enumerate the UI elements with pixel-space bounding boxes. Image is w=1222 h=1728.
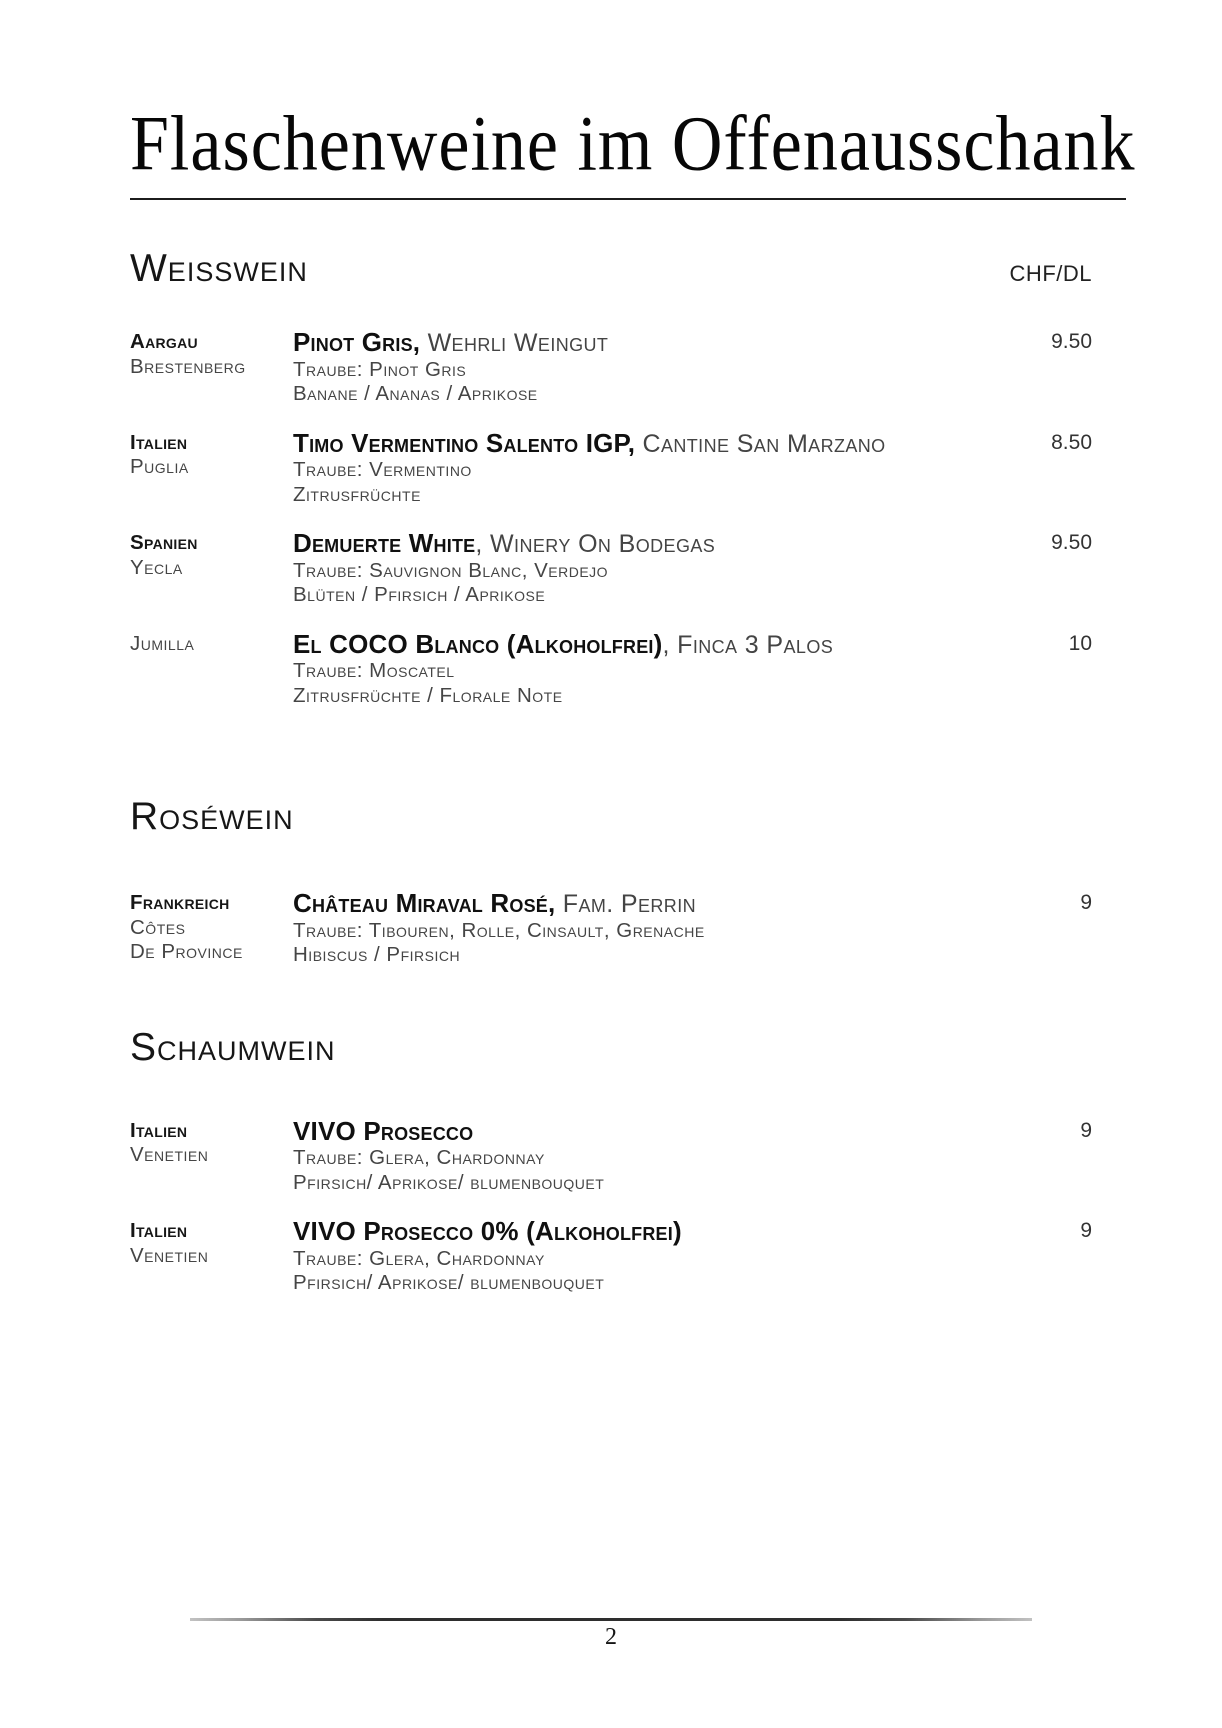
wine-price: 10 [1068,631,1092,655]
section-heading-row [130,1025,1092,1069]
wine-producer: Cantine San Marzano [635,429,886,458]
wine-producer: Fam. Perrin [555,890,697,918]
wine-grapes: Traube: Glera, Chardonnay [293,1146,545,1169]
wine-grapes: Traube: Vermentino [293,458,472,481]
region-line: Italien [130,430,188,454]
wine-list [130,327,1092,708]
wine-details [293,888,1012,968]
wine-details [293,1115,1012,1196]
wine-list [130,1115,1092,1296]
wine-grapes: Traube: Glera, Chardonnay [293,1246,545,1270]
wine-region [130,431,293,508]
wine-details [293,327,1012,407]
wine-entry [130,327,1092,407]
wine-notes: Pfirsich/ Aprikose/ blumenbouquet [293,1271,605,1294]
wine-grapes: Traube: Pinot Gris [293,357,467,381]
wine-entry [130,1115,1092,1196]
wine-name-line [293,528,1012,559]
wine-entry [130,628,1092,709]
region-line: De Province [130,940,243,963]
region-line: Côtes [130,915,186,939]
wine-name-line [293,1115,1012,1147]
wine-entry [130,1216,1092,1296]
wine-price: 9 [1080,891,1092,914]
wine-region [130,1119,293,1196]
region-line: Frankreich [130,891,230,914]
wine-list [130,888,1092,968]
region-line: Yecla [130,555,183,579]
region-line: Venetien [130,1143,209,1166]
wine-name-line [293,327,1012,358]
wine-name: Château Miraval Rosé, [293,888,556,918]
wine-name-line [293,888,1012,919]
region-line: Italien [130,1219,188,1242]
wine-name: VIVO Prosecco [293,1115,474,1146]
wine-name: El COCO Blanco (Alkoholfrei) [293,628,663,659]
wine-producer: , Winery On Bodegas [475,530,716,558]
wine-details [293,528,1012,608]
wine-notes: Zitrusfrüchte / Florale Note [293,683,563,707]
region-line: Brestenberg [130,354,246,378]
wine-name-line [293,628,1012,660]
wine-price: 9.50 [1051,531,1092,554]
wine-grapes: Traube: Tibouren, Rolle, Cinsault, Grenache [293,918,705,942]
region-line: Jumilla [130,631,195,655]
wine-details [293,628,1012,709]
wine-region [130,891,293,968]
wine-name: Timo Vermentino Salento IGP, [293,427,636,458]
wine-price: 9 [1080,1219,1092,1242]
price-unit-label: CHF/DL [1009,261,1092,286]
wine-grapes: Traube: Moscatel [293,659,455,682]
wine-region [130,330,293,407]
section-weisswein [130,249,1092,708]
wine-entry [130,888,1092,968]
wine-notes: Banane / Ananas / Aprikose [293,382,538,405]
region-line: Italien [130,1118,188,1142]
wine-name: Demuerte White [293,528,476,558]
section-rosewein [130,797,1092,968]
footer-rule [190,1618,1032,1621]
region-line: Venetien [130,1243,209,1267]
section-heading: Schaumwein [130,1025,336,1069]
wine-details [293,427,1012,508]
wine-notes: Hibiscus / Pfirsich [293,943,461,966]
wine-notes: Blüten / Pfirsich / Aprikose [293,583,546,606]
wine-grapes: Traube: Sauvignon Blanc, Verdejo [293,558,609,582]
page-title: Flaschenweine im Offenausschank [130,101,1136,188]
wine-name: VIVO Prosecco 0% (Alkoholfrei) [293,1216,682,1246]
section-heading-row [130,797,1092,837]
wine-details [293,1216,1012,1296]
wine-region [130,632,293,709]
wine-price: 8.50 [1051,430,1092,454]
title-rule [130,198,1126,200]
region-line: Aargau [130,330,198,353]
wine-price: 9 [1080,1118,1092,1142]
section-heading: Weisswein [130,247,308,290]
wine-producer: , Finca 3 Palos [662,630,834,659]
page-number: 2 [605,1624,617,1650]
wine-producer: Wehrli Weingut [420,329,609,357]
wine-notes: Zitrusfrüchte [293,482,421,506]
section-heading: Roséwein [130,795,294,838]
section-schaumwein [130,1025,1092,1296]
wine-entry [130,427,1092,508]
wine-region [130,531,293,608]
page-footer [0,1618,1222,1651]
wine-price: 9.50 [1051,330,1092,353]
section-heading-row [130,249,1092,289]
region-line: Spanien [130,531,198,554]
wine-name: Pinot Gris, [293,327,421,357]
wine-entry [130,528,1092,608]
wine-name-line [293,427,1012,459]
wine-notes: Pfirsich/ Aprikose/ blumenbouquet [293,1170,605,1194]
wine-region [130,1219,293,1296]
region-line: Puglia [130,455,189,478]
wine-name-line [293,1216,1012,1247]
